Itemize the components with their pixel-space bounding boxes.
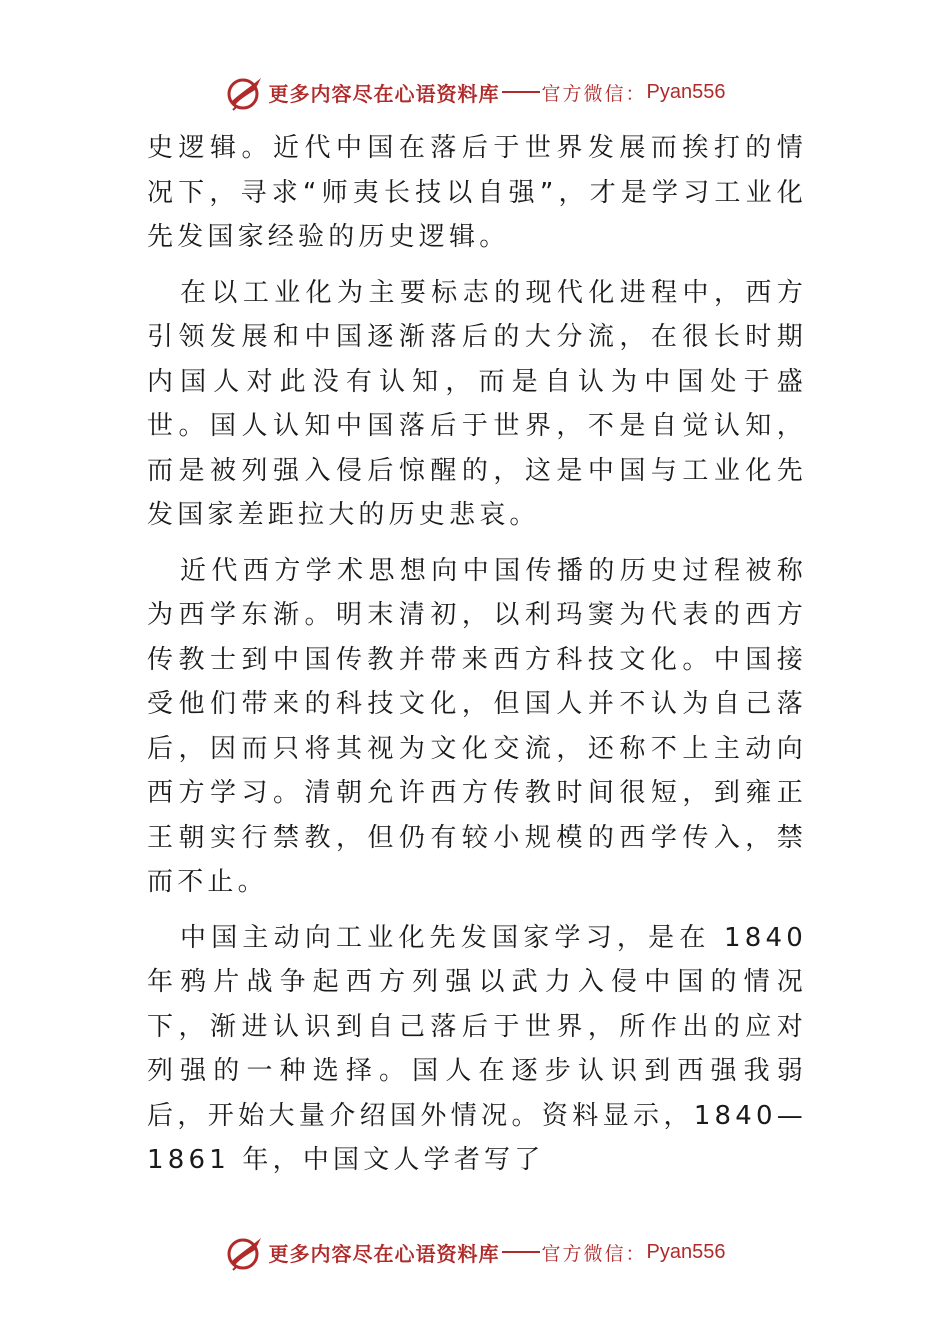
pen-logo-icon xyxy=(225,1232,265,1272)
footer-banner xyxy=(0,1230,950,1274)
paragraph-3: 近代西方学术思想向中国传播的历史过程被称为西学东渐。明末清初，以利玛窦为代表的西方传教士到中国传教并带来西方科技文化。中国接受他们带来的科技文化，但国人并不认为自己落后，因而只将其视为文化交流，还称不上主动向西方学习。清朝允许西方传教时间很短，到雍正王朝实行禁教，但仍有较小规模的西学传入，禁而不止。 xyxy=(147,555,807,897)
paragraph-4: 中国主动向工业化先发国家学习，是在 1840 年鸦片战争起西方列强以武力入侵中国的情况下，渐进认识到自己落后于世界，所作出的应对列强的一种选择。国人在逐步认识到西强我弱后，开始大量介绍国外情况。资料显示，1840—1861 年，中国文人学者写了 xyxy=(147,922,807,1175)
footer-brand-text: 更多内容尽在心语资料库 xyxy=(268,1241,500,1266)
header-dash xyxy=(502,91,540,93)
footer-wechat-id: Pyan556 xyxy=(646,1240,726,1263)
paragraph-2: 在以工业化为主要标志的现代化进程中，西方引领发展和中国逐渐落后的大分流，在很长时期内国人对此没有认知，而是自认为中国处于盛世。国人认知中国落后于世界，不是自觉认知，而是被列强入侵后惊醒的，这是中国与工业化先发国家差距拉大的历史悲哀。 xyxy=(147,277,807,530)
header-wechat-id: Pyan556 xyxy=(646,80,726,103)
header-wechat-label: 官方微信： xyxy=(541,82,647,105)
header-banner xyxy=(0,70,950,114)
pen-logo-icon xyxy=(225,72,265,112)
footer-dash xyxy=(502,1251,540,1253)
footer-wechat-label: 官方微信： xyxy=(541,1242,647,1265)
document-body xyxy=(147,126,807,1194)
header-brand-text: 更多内容尽在心语资料库 xyxy=(268,81,500,106)
paragraph-1: 史逻辑。近代中国在落后于世界发展而挨打的情况下，寻求“师夷长技以自强”，才是学习工业化先发国家经验的历史逻辑。 xyxy=(147,133,807,252)
